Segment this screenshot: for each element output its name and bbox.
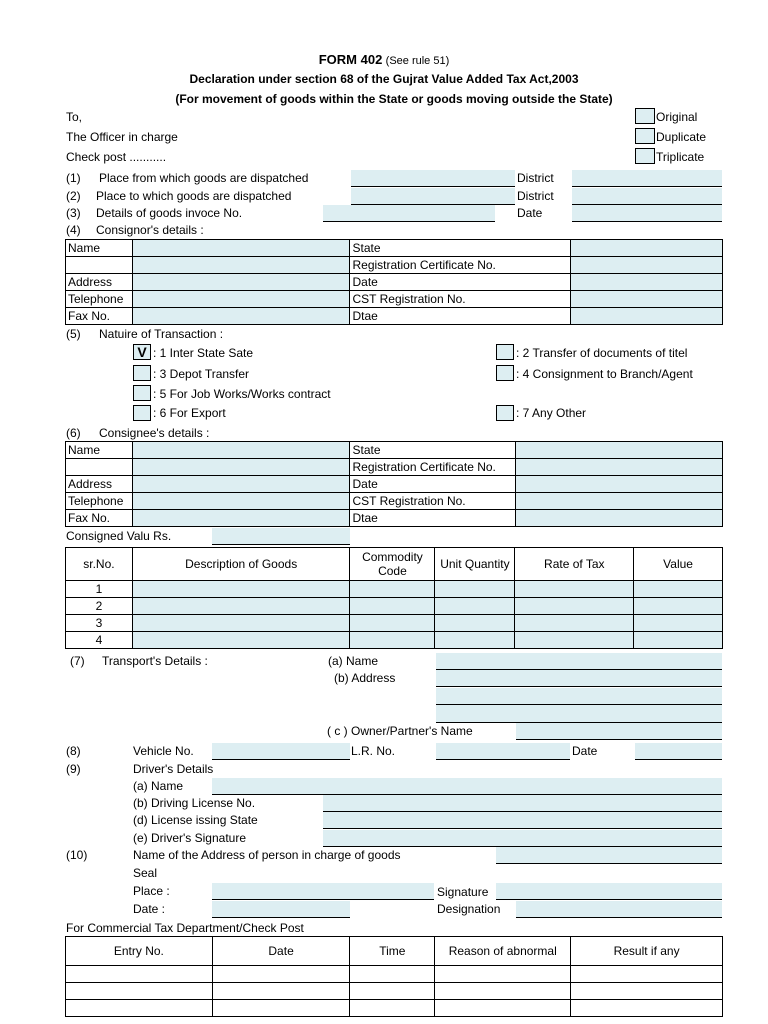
opt5-checkbox[interactable] [133, 385, 151, 401]
col-header: Unit Quantity [435, 548, 515, 581]
goods-cell[interactable] [435, 581, 515, 598]
driver-signature-field[interactable] [323, 830, 722, 847]
cell-label: Fax No. [66, 308, 133, 325]
dispatch-to-field[interactable] [351, 188, 515, 205]
opt7-checkbox[interactable] [496, 405, 514, 421]
cell-label: Fax No. [66, 510, 133, 527]
item1-number: (1) [66, 171, 81, 185]
opt4-checkbox[interactable] [496, 365, 514, 381]
form-title: FORM 402 (See rule 51) [318, 52, 450, 67]
goods-cell[interactable] [634, 598, 723, 615]
consignee-name-field-2[interactable] [132, 459, 350, 476]
consignor-name-field-2[interactable] [132, 257, 350, 274]
goods-cell[interactable] [515, 598, 634, 615]
goods-cell[interactable] [435, 615, 515, 632]
consignor-heading: Consignor's details : [96, 223, 204, 237]
consignee-cst-field[interactable] [516, 493, 723, 510]
opt2-label: : 2 Transfer of documents of titel [516, 346, 688, 360]
dept-cell[interactable] [350, 983, 435, 1000]
vehicle-label: Vehicle No. [133, 744, 194, 758]
transaction-heading: Natuire of Transaction : [99, 327, 224, 341]
original-checkbox[interactable] [635, 108, 655, 124]
table-row [66, 257, 723, 274]
opt6-checkbox[interactable] [133, 405, 151, 421]
license-state-label: (d) License issing State [133, 813, 258, 827]
opt1-checkbox[interactable]: V [133, 344, 151, 360]
item2-district-label: District [517, 189, 554, 203]
cell-label: Name [66, 442, 133, 459]
driver-heading: Driver's Details [133, 762, 214, 776]
cell-label [66, 257, 133, 274]
table-row [66, 442, 723, 459]
person-number: (10) [66, 848, 88, 862]
consignee-table [65, 441, 723, 527]
place-field[interactable] [212, 883, 434, 900]
person-field[interactable] [496, 847, 722, 864]
goods-cell[interactable] [132, 632, 350, 649]
consignee-cst-date-field[interactable] [516, 510, 723, 527]
cell-label: Date [350, 476, 516, 493]
date-label: Date : [133, 902, 166, 916]
dept-cell[interactable] [435, 1000, 571, 1017]
consignor-state-field[interactable] [571, 240, 723, 257]
driver-name-label: (a) Name [133, 779, 184, 793]
designation-field[interactable] [516, 901, 722, 918]
goods-cell[interactable] [350, 632, 435, 649]
cell-label: Date [350, 274, 571, 291]
table-row [66, 493, 723, 510]
department-table [65, 936, 723, 1017]
cell-label: Registration Certificate No. [350, 459, 516, 476]
cell-label: Dtae [350, 308, 571, 325]
item3-number: (3) [66, 206, 81, 220]
dept-cell[interactable] [571, 1000, 723, 1017]
consignee-telephone-field[interactable] [132, 493, 350, 510]
designation-label: Designation [437, 902, 501, 916]
goods-header-row [66, 548, 723, 581]
consignee-address-field[interactable] [132, 476, 350, 493]
dept-cell[interactable] [66, 966, 213, 983]
driver-number: (9) [66, 762, 81, 776]
opt3-checkbox[interactable] [133, 365, 151, 381]
goods-cell[interactable] [350, 615, 435, 632]
dept-cell[interactable] [66, 1000, 213, 1017]
duplicate-checkbox[interactable] [635, 128, 655, 144]
officer-label: The Officer in charge [66, 130, 178, 144]
transaction-number: (5) [66, 327, 81, 341]
duplicate-label: Duplicate [656, 130, 707, 144]
consignee-date-field[interactable] [516, 476, 723, 493]
col-header: Rate of Tax [515, 548, 634, 581]
dept-cell[interactable] [571, 983, 723, 1000]
sr-number: 2 [66, 598, 133, 615]
col-header: sr.No. [66, 548, 133, 581]
item1-district-label: District [517, 171, 554, 185]
dept-cell[interactable] [66, 983, 213, 1000]
consigned-value-field[interactable] [212, 528, 350, 545]
opt2-checkbox[interactable] [496, 344, 514, 360]
invoice-number-field[interactable] [323, 205, 495, 222]
vehicle-no-field[interactable] [212, 743, 350, 760]
triplicate-checkbox[interactable] [635, 148, 655, 164]
consignor-name-field[interactable] [132, 240, 350, 257]
person-label: Name of the Address of person in charge of goods [133, 848, 401, 862]
col-header: Reason of abnormal [435, 937, 571, 966]
license-state-field[interactable] [323, 812, 722, 829]
goods-cell[interactable] [132, 581, 350, 598]
consigned-value-label: Consigned Valu Rs. [66, 529, 172, 543]
driver-license-field[interactable] [323, 795, 722, 812]
consignor-telephone-field[interactable] [132, 291, 350, 308]
item2-label: Place to which goods are dispatched [96, 189, 292, 203]
consignor-cst-field[interactable] [571, 291, 723, 308]
goods-cell[interactable] [634, 615, 723, 632]
table-row [66, 581, 723, 598]
department-heading: For Commercial Tax Department/Check Post [66, 921, 304, 935]
col-header: Entry No. [66, 937, 213, 966]
consignee-heading: Consignee's details : [99, 426, 210, 440]
to-label: To, [66, 110, 83, 124]
col-header: Value [634, 548, 723, 581]
table-row [66, 476, 723, 493]
opt4-label: : 4 Consignment to Branch/Agent [516, 367, 693, 381]
lr-no-field[interactable] [436, 743, 570, 760]
form-subtitle: Declaration under section 68 of the Gujrat Value Added Tax Act,2003 [189, 72, 579, 86]
dept-cell[interactable] [435, 983, 571, 1000]
dispatch-from-district-field[interactable] [572, 170, 722, 187]
opt7-label: : 7 Any Other [516, 406, 587, 420]
dept-cell[interactable] [435, 966, 571, 983]
transport-heading: Transport's Details : [102, 654, 208, 668]
transport-address-field-1[interactable] [436, 670, 722, 687]
goods-cell[interactable] [350, 598, 435, 615]
lr-date-field[interactable] [635, 743, 722, 760]
original-label: Original [656, 110, 698, 124]
cell-label: CST Registration No. [350, 291, 571, 308]
table-row [66, 240, 723, 257]
triplicate-label: Triplicate [656, 150, 705, 164]
consignee-fax-field[interactable] [132, 510, 350, 527]
dept-cell[interactable] [350, 966, 435, 983]
col-header: Time [350, 937, 435, 966]
table-row [66, 459, 723, 476]
cell-label [66, 459, 133, 476]
dispatch-from-field[interactable] [351, 170, 515, 187]
consignor-date-field[interactable] [571, 274, 723, 291]
date-field[interactable] [212, 901, 350, 918]
item3-date-label: Date [517, 206, 543, 220]
consignee-number: (6) [66, 426, 81, 440]
dept-cell[interactable] [212, 983, 350, 1000]
form-scope: (For movement of goods within the State or goods moving outside the State) [175, 92, 613, 106]
cell-label: Address [66, 274, 133, 291]
transport-name-field[interactable] [436, 653, 722, 670]
signature-label: Signature [437, 885, 489, 899]
table-row [66, 598, 723, 615]
table-row [66, 966, 723, 983]
goods-cell[interactable] [132, 615, 350, 632]
dept-cell[interactable] [212, 1000, 350, 1017]
driver-name-field[interactable] [212, 778, 722, 795]
goods-cell[interactable] [132, 598, 350, 615]
consignor-rc-field[interactable] [571, 257, 723, 274]
cell-label: Registration Certificate No. [350, 257, 571, 274]
table-row [66, 1000, 723, 1017]
consignor-cst-date-field[interactable] [571, 308, 723, 325]
table-row [66, 983, 723, 1000]
lr-date-label: Date [572, 744, 598, 758]
goods-cell[interactable] [515, 632, 634, 649]
lr-label: L.R. No. [351, 744, 396, 758]
consignee-state-field[interactable] [516, 442, 723, 459]
cell-label: State [350, 442, 516, 459]
department-header-row [66, 937, 723, 966]
consignor-fax-field[interactable] [132, 308, 350, 325]
goods-cell[interactable] [634, 632, 723, 649]
goods-cell[interactable] [435, 632, 515, 649]
col-header: Commodity Code [350, 548, 435, 581]
consignor-table [65, 239, 723, 325]
owner-field[interactable] [516, 723, 722, 740]
transport-address-field-2[interactable] [436, 688, 722, 705]
opt5-label: : 5 For Job Works/Works contract [153, 387, 331, 401]
cell-label: State [350, 240, 571, 257]
transport-number: (7) [70, 654, 85, 668]
cell-label: Name [66, 240, 133, 257]
opt1-label: : 1 Inter State Sate [153, 346, 254, 360]
item3-label: Details of goods invoce No. [96, 206, 243, 220]
invoice-date-field[interactable] [572, 205, 722, 222]
consignor-address-field[interactable] [132, 274, 350, 291]
consignor-number: (4) [66, 223, 81, 237]
sr-number: 4 [66, 632, 133, 649]
dept-cell[interactable] [571, 966, 723, 983]
driver-signature-label: (e) Driver's Signature [133, 831, 246, 845]
cell-label: Telephone [66, 493, 133, 510]
table-row [66, 291, 723, 308]
consignee-rc-field[interactable] [516, 459, 723, 476]
goods-cell[interactable] [515, 581, 634, 598]
goods-cell[interactable] [634, 581, 723, 598]
col-header: Date [212, 937, 350, 966]
sr-number: 1 [66, 581, 133, 598]
sr-number: 3 [66, 615, 133, 632]
opt3-label: : 3 Depot Transfer [153, 367, 250, 381]
signature-field[interactable] [496, 883, 722, 900]
dept-cell[interactable] [350, 1000, 435, 1017]
table-row [66, 510, 723, 527]
item1-label: Place from which goods are dispatched [99, 171, 309, 185]
cell-label: CST Registration No. [350, 493, 516, 510]
goods-cell[interactable] [515, 615, 634, 632]
goods-cell[interactable] [350, 581, 435, 598]
table-row [66, 308, 723, 325]
consignee-name-field[interactable] [132, 442, 350, 459]
goods-cell[interactable] [435, 598, 515, 615]
opt6-label: : 6 For Export [153, 406, 226, 420]
col-header: Result if any [571, 937, 723, 966]
cell-label: Address [66, 476, 133, 493]
seal-label: Seal [133, 866, 158, 880]
vehicle-number: (8) [66, 744, 81, 758]
table-row [66, 615, 723, 632]
table-row [66, 274, 723, 291]
dept-cell[interactable] [212, 966, 350, 983]
dispatch-to-district-field[interactable] [572, 188, 722, 205]
col-header: Description of Goods [132, 548, 350, 581]
cell-label: Dtae [350, 510, 516, 527]
transport-name-label: (a) Name [328, 654, 379, 668]
goods-table [65, 547, 723, 649]
transport-address-label: (b) Address [334, 671, 396, 685]
owner-label: ( c ) Owner/Partner's Name [327, 724, 473, 738]
item2-number: (2) [66, 189, 81, 203]
cell-label: Telephone [66, 291, 133, 308]
checkpost-label: Check post ........... [66, 150, 167, 164]
transport-address-field-4[interactable] [436, 705, 722, 723]
table-row [66, 632, 723, 649]
place-label: Place : [133, 884, 170, 898]
driver-license-label: (b) Driving License No. [133, 796, 256, 810]
